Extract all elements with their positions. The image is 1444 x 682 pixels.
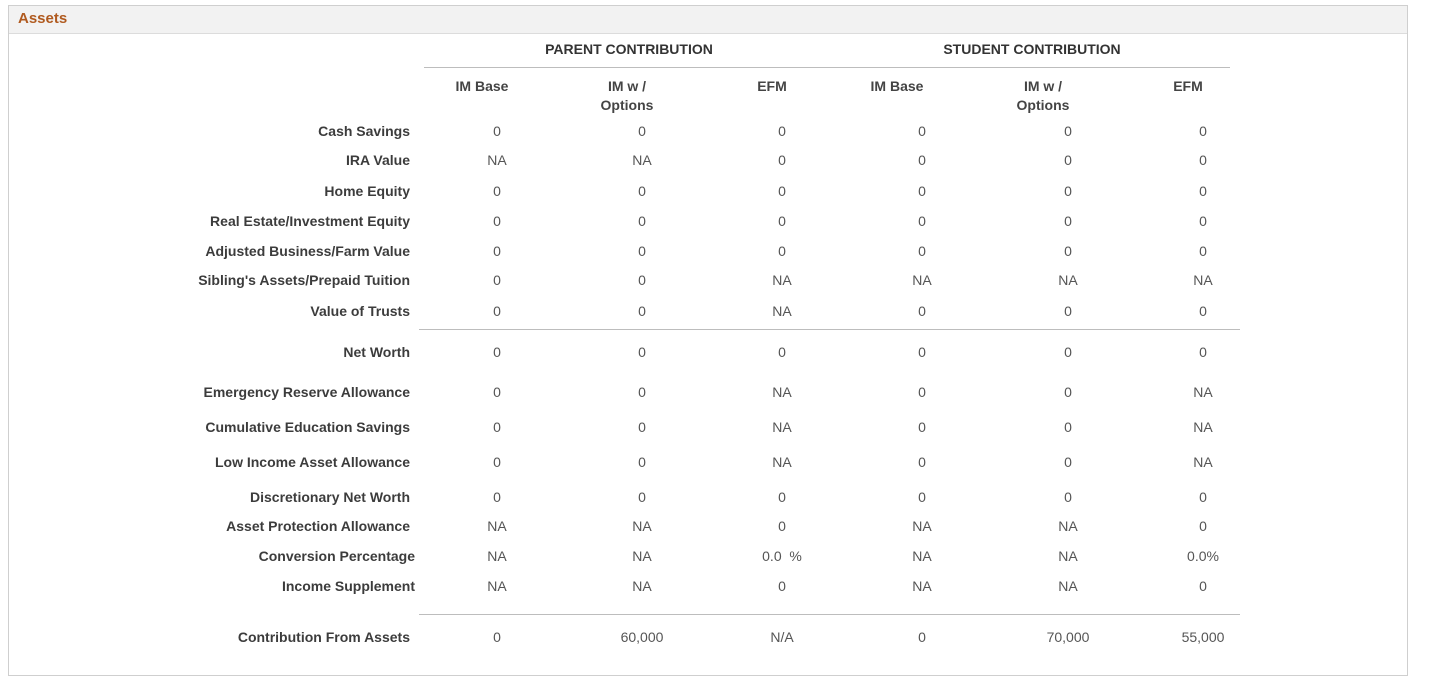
row-value: NA [1058, 518, 1078, 534]
row-value: 0 [493, 183, 501, 199]
row-value: 0 [1064, 419, 1072, 435]
row-value: 0 [1199, 489, 1207, 505]
row-value: 0 [918, 213, 926, 229]
row-value: N/A [770, 629, 794, 645]
row-label: Real Estate/Investment Equity [210, 213, 410, 229]
row-value: 0 [1199, 344, 1207, 360]
row-value: 0 [918, 419, 926, 435]
col-label-line1: IM w / [607, 78, 647, 94]
row-value: 0 [1199, 303, 1207, 319]
row-value: 0 [778, 518, 786, 534]
parent-contribution-header: PARENT CONTRIBUTION [545, 41, 713, 57]
row-value: 0 [1064, 123, 1072, 139]
row-value: 0 [493, 303, 501, 319]
row-value: 0 [778, 213, 786, 229]
row-value: NA [487, 518, 507, 534]
contribution-divider [419, 614, 1240, 615]
row-value: NA [772, 384, 792, 400]
col-parent-efm [712, 77, 832, 96]
row-label: Low Income Asset Allowance [214, 454, 410, 470]
row-value: 60,000 [620, 629, 664, 645]
col-label: IM Base [455, 78, 509, 94]
row-value: 0 [918, 454, 926, 470]
row-value: NA [1193, 272, 1213, 288]
row-value: NA [1058, 548, 1078, 564]
row-value: 0 [918, 344, 926, 360]
row-value: 0 [1064, 152, 1072, 168]
row-value: NA [632, 518, 652, 534]
row-value: 0 [1199, 183, 1207, 199]
row-value: NA [772, 303, 792, 319]
row-label: Asset Protection Allowance [226, 518, 410, 534]
row-value: 0 [493, 272, 501, 288]
row-value: NA [1193, 384, 1213, 400]
row-value: 0 [638, 123, 646, 139]
row-value: 0 [918, 152, 926, 168]
assets-panel [8, 5, 1408, 676]
row-value: 0 [638, 454, 646, 470]
row-value: NA [1058, 272, 1078, 288]
row-value: 0 [493, 344, 501, 360]
row-value: 0 [493, 489, 501, 505]
panel-title: Assets [18, 10, 68, 27]
row-value: 0 [638, 243, 646, 259]
row-label: Contribution From Assets [237, 629, 410, 645]
row-value: 0 [493, 384, 501, 400]
col-label-line2: Options [600, 97, 654, 113]
row-value: 70,000 [1046, 629, 1090, 645]
col-label-line1: IM w / [1023, 78, 1063, 94]
row-value: 0 [1199, 213, 1207, 229]
col-label: EFM [1173, 78, 1203, 94]
row-value: 0 [778, 183, 786, 199]
row-value: NA [912, 578, 932, 594]
row-value: 55,000 [1181, 629, 1225, 645]
row-value: 0 [918, 183, 926, 199]
row-value: 0.0 % [762, 548, 802, 564]
group-header-divider [424, 67, 1230, 68]
col-label-line2: Options [1016, 97, 1070, 113]
row-label: Home Equity [324, 183, 410, 199]
row-value: 0 [1199, 518, 1207, 534]
col-parent-im-options [567, 77, 687, 115]
row-value: 0 [1199, 578, 1207, 594]
row-value: 0 [493, 213, 501, 229]
row-value: 0 [778, 243, 786, 259]
row-value: NA [772, 272, 792, 288]
row-label: Emergency Reserve Allowance [203, 384, 410, 400]
row-value: 0 [493, 123, 501, 139]
row-value: 0 [638, 272, 646, 288]
row-label: Discretionary Net Worth [250, 489, 410, 505]
row-value: 0 [778, 123, 786, 139]
row-value: 0 [1064, 303, 1072, 319]
row-value: 0 [1064, 243, 1072, 259]
col-label: EFM [757, 78, 787, 94]
panel-header [9, 6, 1407, 34]
row-value: 0 [1064, 183, 1072, 199]
row-value: NA [1193, 454, 1213, 470]
row-value: 0 [638, 344, 646, 360]
row-value: NA [912, 272, 932, 288]
row-label: Value of Trusts [310, 303, 410, 319]
row-value: NA [772, 454, 792, 470]
row-value: 0 [918, 489, 926, 505]
row-label: Adjusted Business/Farm Value [205, 243, 410, 259]
row-value: 0 [1064, 384, 1072, 400]
row-value: NA [632, 578, 652, 594]
row-value: NA [487, 578, 507, 594]
row-value: 0 [638, 213, 646, 229]
row-value: NA [772, 419, 792, 435]
row-value: 0 [638, 384, 646, 400]
net-worth-divider [419, 329, 1240, 330]
row-value: NA [632, 548, 652, 564]
row-value: 0 [918, 303, 926, 319]
col-parent-im-base [422, 77, 542, 96]
row-label: IRA Value [345, 152, 410, 168]
col-student-im-options [983, 77, 1103, 115]
row-label: Cumulative Education Savings [205, 419, 410, 435]
row-value: 0 [493, 629, 501, 645]
row-value: 0 [638, 183, 646, 199]
row-value: 0 [778, 489, 786, 505]
row-value: NA [1193, 419, 1213, 435]
row-value: 0 [493, 454, 501, 470]
row-value: 0 [918, 123, 926, 139]
row-value: 0 [638, 419, 646, 435]
student-contribution-header: STUDENT CONTRIBUTION [943, 41, 1121, 57]
row-label: Conversion Percentage [258, 548, 415, 564]
row-value: 0 [638, 303, 646, 319]
row-value: 0 [493, 243, 501, 259]
row-value: 0 [1064, 489, 1072, 505]
row-value: 0.0% [1187, 548, 1219, 564]
row-value: 0 [1199, 123, 1207, 139]
row-value: 0 [778, 152, 786, 168]
row-value: 0 [1064, 454, 1072, 470]
row-value: NA [1058, 578, 1078, 594]
col-student-im-base [837, 77, 957, 96]
row-label: Net Worth [343, 344, 410, 360]
row-value: 0 [918, 629, 926, 645]
row-value: 0 [493, 419, 501, 435]
row-value: NA [912, 518, 932, 534]
row-value: 0 [638, 489, 646, 505]
row-value: 0 [918, 384, 926, 400]
row-value: NA [487, 548, 507, 564]
col-label: IM Base [870, 78, 924, 94]
row-value: NA [487, 152, 507, 168]
row-value: 0 [1199, 152, 1207, 168]
row-label: Sibling's Assets/Prepaid Tuition [198, 272, 410, 288]
row-value: NA [912, 548, 932, 564]
row-label: Cash Savings [318, 123, 410, 139]
row-value: 0 [1199, 243, 1207, 259]
row-value: 0 [778, 344, 786, 360]
row-value: 0 [778, 578, 786, 594]
row-label: Income Supplement [281, 578, 415, 594]
col-student-efm [1128, 77, 1248, 96]
row-value: 0 [918, 243, 926, 259]
row-value: NA [632, 152, 652, 168]
row-value: 0 [1064, 213, 1072, 229]
row-value: 0 [1064, 344, 1072, 360]
